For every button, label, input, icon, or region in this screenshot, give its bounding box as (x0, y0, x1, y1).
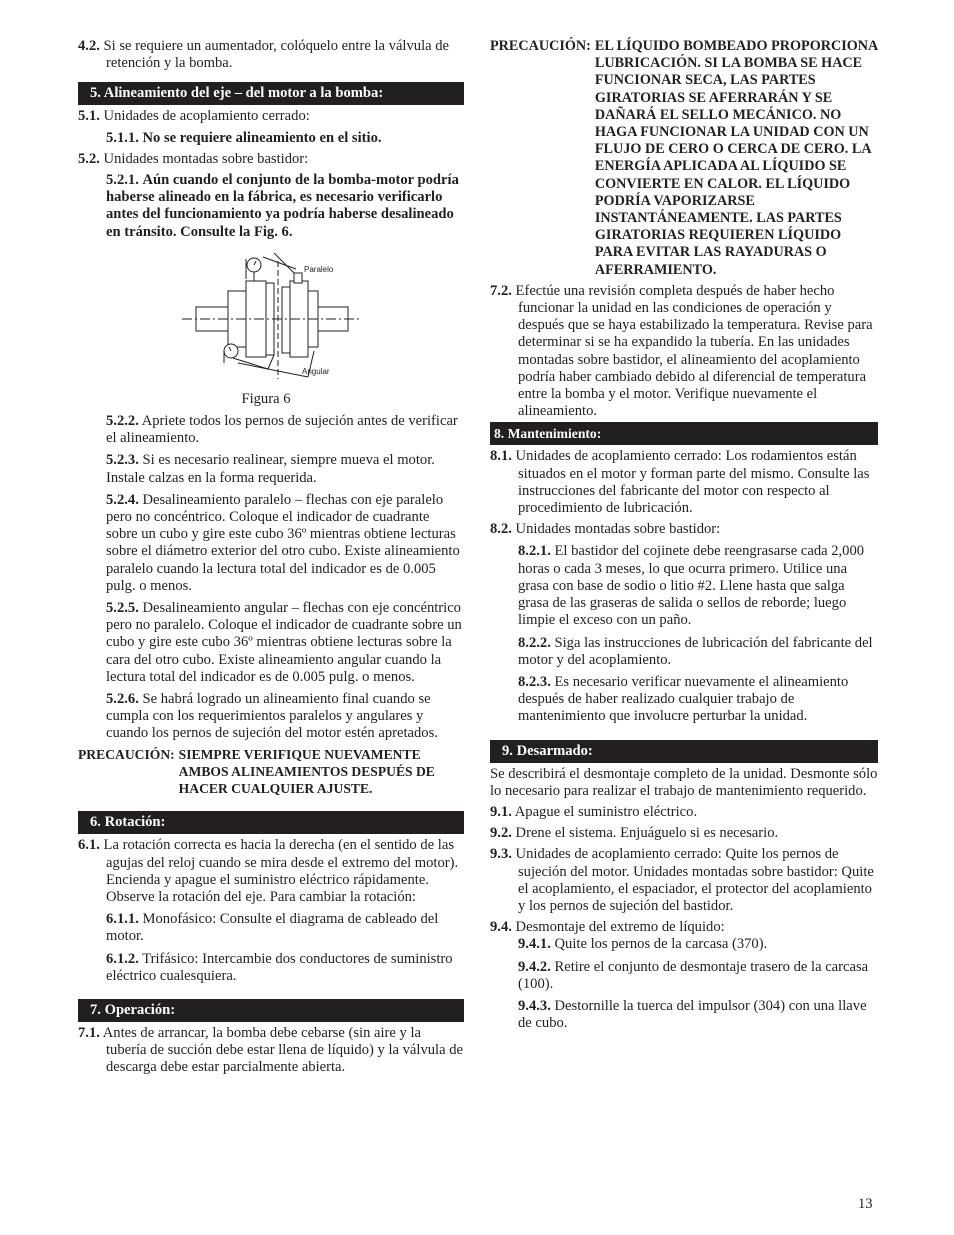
coupling-alignment-diagram (78, 251, 464, 391)
caution-text: SIEMPRE VERIFIQUE NUEVAMENTE AMBOS ALINEAMIENTOS DESPUÉS DE HACER CUALQUIER AJUSTE. (178, 746, 435, 797)
caution-label: PRECAUCIÓN: (490, 38, 591, 54)
paragraph-7-1: 7.1. Antes de arrancar, la bomba debe cebarse (sin aire y la tubería de succión debe estar llena de líquido) y la válvula de descarga debe estar parcialmente abierta. (78, 1024, 464, 1076)
caution-text: EL LÍQUIDO BOMBEADO PROPORCIONA LUBRICACIÓN. SI LA BOMBA SE HACE FUNCIONAR SECA, LAS PARTES GIRATORIAS SE AFERRARÁN Y SE DAÑARÁ EL SELLO MECÁNICO. NO HAGA FUNCIONAR LA UNIDAD CON UN FLUJO DE CERO O CERCA DE CERO. LA ENERGÍA APLICADA AL LÍQUIDO SE CONVIERTE EN CALOR. EL LÍQUIDO PODRÍA VAPORIZARSE INSTANTÁNEAMENTE. LAS PARTES GIRATORIAS REQUIEREN LÍQUIDO PARA EVITAR LAS RAYADURAS O AFERRAMIENTO. (594, 38, 878, 278)
section-header-6: 6. Rotación: (78, 811, 464, 834)
paragraph-5-2-5: 5.2.5. Desalineamiento angular – flechas con eje concéntrico pero no paralelo. Coloque el indicador de cuadrante sobre un cubo y gire este cubo 36º mientras obtiene lecturas sobre la cara del otro cubo. Existe alineamiento angular cuando la lectura total del indicador es de 0.005 pulg. o menos. (106, 600, 462, 685)
page-number: 13 (858, 1196, 873, 1212)
section-header-7: 7. Operación: (78, 999, 464, 1022)
figure-caption: Figura 6 (241, 390, 291, 407)
paragraph-8-2-3: 8.2.3. Es necesario verificar nuevamente el alineamiento después de haber realizado cualquier trabajo de mantenimiento que involucre perturbar la unidad. (518, 673, 849, 725)
section-header-5: 5. Alineamiento del eje – del motor a la bomba: (78, 82, 464, 105)
right-column (490, 38, 878, 1032)
paragraph-8-2: 8.2. Unidades montadas sobre bastidor: (490, 521, 721, 538)
paragraph-8-1: 8.1. Unidades de acoplamiento cerrado: Los rodamientos están situados en el motor y forman parte del mismo. Consulte las instrucciones del fabricante del motor con respecto al procedimiento de lubricación. (490, 448, 870, 517)
paragraph-9-4: 9.4. Desmontaje del extremo de líquido: (490, 919, 725, 936)
alignment-figure (78, 251, 464, 391)
paragraph-6-1-2: 6.1.2. Trifásico: Intercambie dos conductores de suministro eléctrico cualesquiera. (106, 950, 453, 984)
left-column (78, 38, 464, 1077)
paragraph-5-2-4: 5.2.4. Desalineamiento paralelo – flechas con eje paralelo pero no concéntrico. Coloque el indicador de cuadrante sobre un cubo y gire este cubo 36º mientras obtiene lecturas sobre el diámetro exterior del otro cubo. Existe alineamiento paralelo cuando la lectura total del indicador es de 0.005 pulg. o menos. (106, 491, 460, 594)
paragraph-8-2-1: 8.2.1. El bastidor del cojinete debe reengrasarse cada 2,000 horas o cada 3 meses, lo que ocurra primero. Utilice una grasa con base de sodio o litio #2. Llene hasta que salga grasa de las graseras de salida o sellos de reborde; luego limpie el exceso con un paño. (518, 543, 865, 629)
figure-label-paralelo: Paralelo (304, 264, 334, 274)
paragraph-5-2-2: 5.2.2. Apriete todos los pernos de sujeción antes de verificar el alineamiento. (106, 413, 458, 447)
paragraph-9-4-2: 9.4.2. Retire el conjunto de desmontaje trasero de la carcasa (100). (518, 958, 869, 992)
paragraph-5-2-6: 5.2.6. Se habrá logrado un alineamiento final cuando se cumpla con los requerimientos paralelos y angulares y cuando los pernos de sujeción del motor estén apretados. (106, 691, 438, 742)
paragraph-7-2: 7.2. Efectúe una revisión completa después de haber hecho funcionar la unidad en las condiciones de operación y después que se haya estabilizado la temperatura. Revise para determinar si se ha expandido la tubería. En las unidades montadas sobre bastidor, el alineamiento del acoplamiento podría haber cambiado debido al diferencial de temperatura entre la bomba y el motor. Verifique nuevamente el alineamiento. (490, 282, 873, 420)
paragraph-9-3: 9.3. Unidades de acoplamiento cerrado: Quite los pernos de sujeción del motor. Unidades montadas sobre bastidor: Quite el acoplamiento, el espaciador, el protector del acoplamiento y los pernos de sujeción del bastidor. (490, 846, 874, 914)
paragraph-8-2-2: 8.2.2. Siga las instrucciones de lubricación del fabricante del motor y del acoplamiento. (518, 634, 873, 668)
paragraph-5-2-3: 5.2.3. Si es necesario realinear, siempre mueva el motor. Instale calzas en la forma requerida. (106, 452, 435, 486)
paragraph-5-1-1: 5.1.1. No se requiere alineamiento en el sitio. (106, 129, 382, 146)
paragraph-9-intro: Se describirá el desmontaje completo de la unidad. Desmonte sólo lo necesario para realizar el trabajo de mantenimiento requerido. (490, 765, 878, 799)
section-header-8: 8. Mantenimiento: (490, 422, 878, 445)
paragraph-6-1-1: 6.1.1. Monofásico: Consulte el diagrama de cableado del motor. (106, 911, 439, 945)
paragraph-9-4-3: 9.4.3. Destornille la tuerca del impulsor (304) con una llave de cubo. (518, 997, 867, 1032)
paragraph-9-4-1: 9.4.1. Quite los pernos de la carcasa (370). (518, 936, 768, 953)
section-header-9: 9. Desarmado: (490, 740, 878, 763)
paragraph-9-1: 9.1. Apague el suministro eléctrico. (490, 803, 698, 820)
figure-label-angular: Angular (302, 366, 330, 376)
paragraph-9-2: 9.2. Drene el sistema. Enjuáguelo si es necesario. (490, 825, 779, 842)
paragraph-4-2: 4.2. Si se requiere un aumentador, colóquelo entre la válvula de retención y la bomba. (78, 38, 450, 72)
paragraph-5-2-1: 5.2.1. Aún cuando el conjunto de la bomba-motor podría haberse alineado en la fábrica, es necesario verificarlo antes del funcionamiento ya podría haberse desalineado en tránsito. Consulte la Fig. 6. (106, 172, 459, 240)
caution-lubrication (490, 38, 878, 279)
caution-label: PRECAUCIÓN: (78, 746, 175, 762)
paragraph-5-2: 5.2. Unidades montadas sobre bastidor: (78, 150, 309, 167)
caution-realign (78, 746, 464, 798)
paragraph-5-1: 5.1. Unidades de acoplamiento cerrado: (78, 108, 310, 125)
paragraph-6-1: 6.1. La rotación correcta es hacia la derecha (en el sentido de las agujas del reloj cuando se mira desde el extremo del motor). Encienda y apague el suministro eléctrico rápidamente. Observe la rotación del eje. Para cambiar la rotación: (78, 837, 459, 905)
